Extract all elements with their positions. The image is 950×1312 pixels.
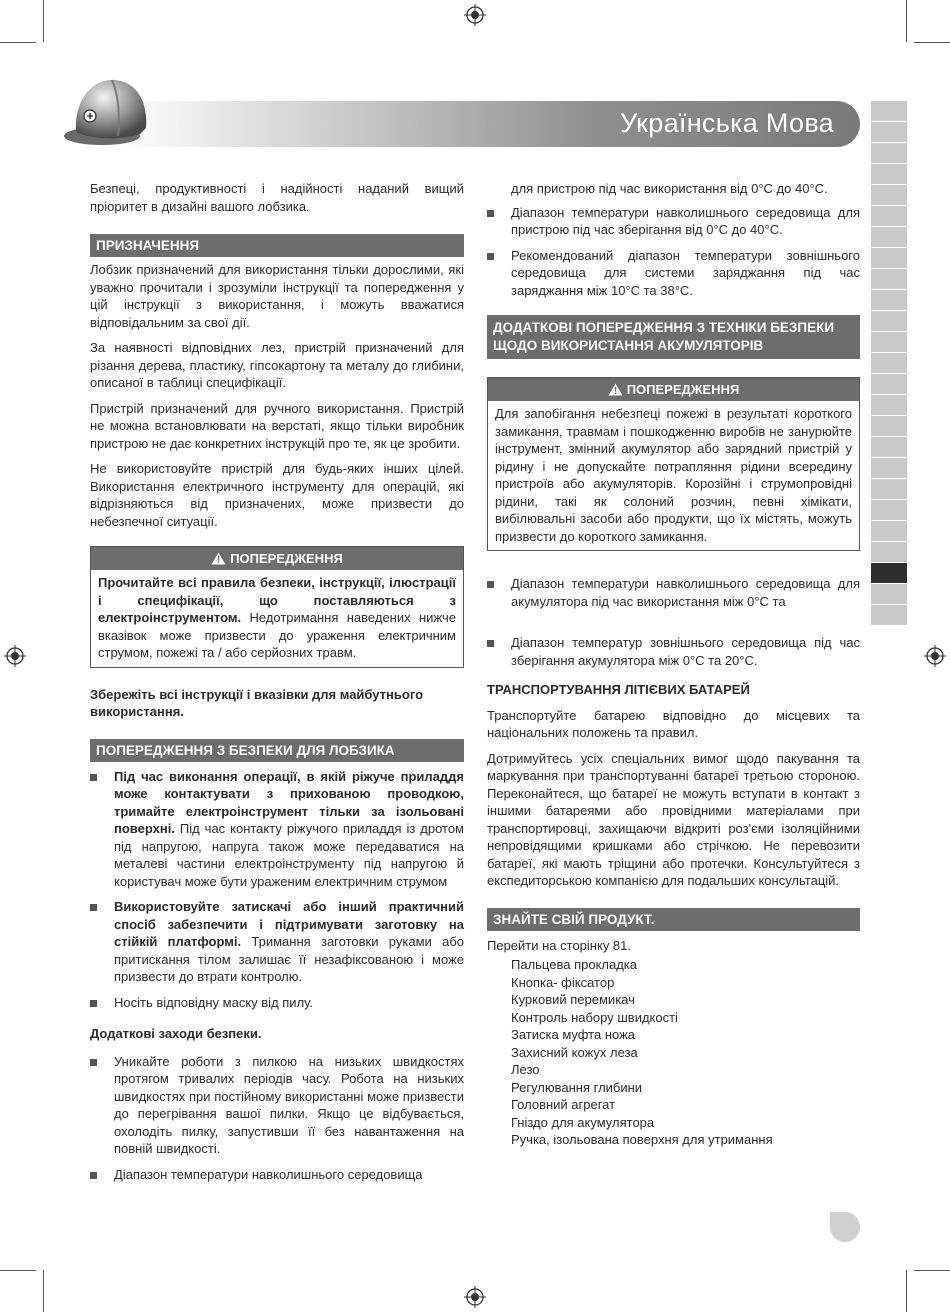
list-item: Гніздо для акумулятора	[511, 1114, 655, 1130]
crop-mark	[914, 42, 950, 43]
tab	[871, 227, 907, 247]
list-item: Носіть відповідну маску від пилу.	[90, 994, 464, 1012]
tab	[871, 248, 907, 268]
list-item: Лезо	[511, 1062, 540, 1077]
crop-mark	[43, 0, 44, 42]
list-item: Захисний кожух леза	[511, 1044, 638, 1060]
warning-rest: Недотримання наведених нижче вказівок може призвести до ураження електричним струмом, пожежі та / або серйозних травм.	[98, 610, 456, 660]
warning-triangle-icon	[608, 383, 623, 396]
section-heading-purpose: ПРИЗНАЧЕННЯ	[90, 234, 464, 257]
crop-mark	[906, 1270, 907, 1312]
extra-safety-list	[90, 1053, 464, 1184]
tab	[871, 605, 907, 625]
header-bar	[118, 101, 860, 147]
list-item: Регулювання глибини	[511, 1079, 643, 1095]
jigsaw-safety-list	[90, 768, 464, 1012]
goto-page: Перейти на сторінку 81.	[487, 937, 631, 953]
paragraph: За наявності відповідних лез, пристрій призначений для різання дерева, пластику, гіпсокартону та металу до глибини, описаної в таблиці специфікації.	[90, 340, 464, 390]
list-item: Затиска муфта ножа	[511, 1027, 636, 1042]
list-item: Уникайте роботи з пилкою на низьких швидкостях протягом тривалих періодів часу. Робота на низьких швидкостях при постійному використанні може призвести до перегрівання вашої пилки. Якщо це відбувається, охолодіть пилку, запустивши її без навантаження на повній швидкості.	[90, 1053, 464, 1158]
registration-mark-icon	[464, 1286, 486, 1308]
tab	[871, 269, 907, 289]
parts-list	[487, 956, 860, 1149]
tab	[871, 395, 907, 415]
tab	[871, 500, 907, 520]
crop-mark	[0, 1270, 36, 1271]
crop-mark	[0, 42, 36, 43]
paragraph: Лобзик призначений для використання тільки дорослими, які уважно прочитали і зрозуміли інструкції та попередження у цій інструкції з використання, і можуть вважатися відповідальним за свої дії.	[90, 262, 464, 330]
list-item: Пальцева прокладка	[511, 957, 638, 972]
language-tabs	[871, 101, 907, 626]
save-note: Збережіть всі інструкції і вказівки для майбутнього використання.	[90, 686, 424, 719]
tab	[871, 143, 907, 163]
left-column	[90, 180, 464, 1191]
section-heading-battery: ДОДАТКОВІ ПОПЕРЕДЖЕННЯ З ТЕХНІКИ БЕЗПЕКИ ЩОДО ВИКОРИСТАННЯ АКУМУЛЯТОРІВ	[487, 315, 860, 359]
list-item: Кнопка- фіксатор	[511, 974, 615, 990]
tab	[871, 374, 907, 394]
list-item: Використовуйте затискачі або інший практичний спосіб забезпечити і підтримувати заготовку на стійкій платформі. Тримання заготовки руками або притискання тілом залишає її незафіксованою і може призвести до втрати контролю.	[90, 898, 464, 986]
battery-warning-text: Для запобігання небезпеці пожежі в результаті короткого замикання, травмам і пошкодженню виробів не занурюйте інструмент, змінний акумулятор або зарядний пристрій у рідину і не допускайте потрапляння рідини всередину пристроїв або акумуляторів. Корозійні і струмопровідні рідини, такі як солоний розчин, певні хімікати, вибілювальні засоби або продукти, що їх містять, можуть призвести до короткого замикання.	[495, 406, 852, 544]
crop-mark	[906, 0, 907, 42]
warning-label: ПОПЕРЕДЖЕННЯ	[626, 382, 740, 397]
warning-bold: Прочитайте всі правила безпеки, інструкції, ілюстрації і специфікації, що поставляються з електроінструментом.	[98, 575, 456, 625]
list-item: Рекомендований діапазон температури зовнішнього середовища для системи заряджання під час заряджання між 10°C та 38°C.	[487, 247, 860, 300]
warning-text	[91, 570, 463, 667]
list-item: Контроль набору швидкості	[511, 1009, 678, 1025]
list-item: Курковий перемикач	[511, 992, 635, 1007]
section-heading-product: ЗНАЙТЕ СВІЙ ПРОДУКТ.	[487, 908, 860, 931]
section-heading-jigsaw-safety: ПОПЕРЕДЖЕННЯ З БЕЗПЕКИ ДЛЯ ЛОБЗИКА	[90, 739, 464, 762]
extra-safety-heading: Додаткові заходи безпеки.	[90, 1026, 262, 1041]
warning-header	[488, 378, 859, 401]
temperature-list	[487, 204, 860, 300]
tab	[871, 164, 907, 184]
tab-active	[871, 563, 907, 583]
tab	[871, 311, 907, 331]
list-item: Діапазон температури навколишнього середовища	[90, 1166, 464, 1184]
list-item: Ручка, ізольована поверхня для утримання	[511, 1132, 773, 1147]
tab	[871, 185, 907, 205]
tab	[871, 458, 907, 478]
list-item: Діапазон температури навколишнього середовища для пристрою під час зберігання від 0°C до 40°C.	[487, 204, 860, 239]
warning-label: ПОПЕРЕДЖЕННЯ	[230, 551, 343, 566]
transport-heading: ТРАНСПОРТУВАННЯ ЛІТІЄВИХ БАТАРЕЙ	[487, 682, 750, 697]
list-item: Діапазон температури навколишнього середовища для акумулятора під час використання між 0°C та	[487, 575, 860, 610]
intro-text: Безпеці, продуктивності і надійності наданий вищий пріоритет в дизайні вашого лобзика.	[90, 181, 464, 214]
warning-box	[90, 546, 464, 668]
registration-mark-icon	[924, 645, 946, 667]
list-item: Головний агрегат	[511, 1097, 616, 1112]
tab	[871, 353, 907, 373]
page-number-marker	[830, 1212, 860, 1242]
list-item: Діапазон температур зовнішнього середовища під час зберігання акумулятора між 0°C та 20°C.	[487, 634, 860, 669]
warning-header	[91, 547, 463, 570]
page-title: Українська Мова	[619, 108, 834, 138]
tab	[871, 290, 907, 310]
paragraph: Транспортуйте батарею відповідно до місцевих та національних положень та правил.	[487, 707, 860, 740]
warning-triangle-icon	[211, 552, 226, 565]
battery-temp-list	[487, 575, 860, 669]
registration-mark-icon	[464, 4, 486, 26]
list-item: Під час виконання операції, в якій ріжуче приладдя може контактувати з прихованою проводкою, тримайте електроінструмент тільки за ізольовані поверхні. Під час контакту ріжучого приладдя із дротом під напругою, напруга також може передаватися на металеві частини електроінструменту під напругою й користувач може бути ураженим електричним струмом	[90, 768, 464, 891]
tab	[871, 521, 907, 541]
tab	[871, 584, 907, 604]
tab	[871, 416, 907, 436]
tab	[871, 206, 907, 226]
paragraph: Не використовуйте пристрій для будь-яких інших цілей. Використання електричного інструменту для операцій, які відрізняються від призначених, може призвести до небезпечної ситуації.	[90, 461, 464, 529]
tab	[871, 332, 907, 352]
battery-warning-box	[487, 377, 860, 551]
paragraph: Дотримуйтесь усіх спеціальних вимог щодо пакування та маркування при транспортуванні батареї третьою стороною. Переконайтеся, що батареї не можуть вступати в контакт з іншими батареями або провідними матеріалами при транспортировці, захищаючи відкриті роз'єми ізоляційними непровідящими кришками або стрічкою. Не перевозити батареї, які мають тріщини або протечки. Консультуйтеся з експедиторською компанією для подальших консультацій.	[487, 750, 860, 888]
tab	[871, 437, 907, 457]
registration-mark-icon	[4, 645, 26, 667]
tab	[871, 542, 907, 562]
continuation-text: для пристрою під час використання від 0°C до 40°C.	[511, 181, 828, 196]
tab	[871, 101, 907, 121]
right-column	[487, 180, 860, 1149]
tab	[871, 479, 907, 499]
helmet-icon	[62, 70, 154, 150]
crop-mark	[43, 1270, 44, 1312]
tab	[871, 122, 907, 142]
paragraph: Пристрій призначений для ручного використання. Пристрій не можна встановлювати на верстаті, якщо тільки виробник пристрою не дає конкретних інструкцій про те, як це зробити.	[90, 400, 464, 451]
crop-mark	[914, 1270, 950, 1271]
